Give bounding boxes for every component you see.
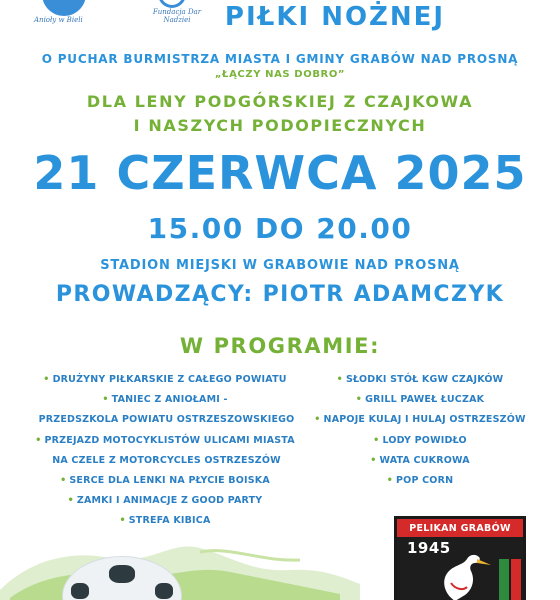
bullet-icon: • xyxy=(43,374,50,385)
fundacja-logo-caption: Fundacja Dar Nadziei xyxy=(152,8,202,24)
program-item-text: PRZEJAZD MOTOCYKLISTÓW ULICAMI MIASTA xyxy=(44,434,295,446)
crest-title: PELIKAN GRABÓW xyxy=(409,523,511,534)
list-item xyxy=(20,390,310,410)
program-item-text: POP CORN xyxy=(396,474,454,486)
list-item xyxy=(20,451,310,471)
aniolki-logo-caption: Anioły w Bieli xyxy=(34,16,83,24)
list-item xyxy=(20,471,310,491)
list-item xyxy=(300,451,540,471)
poster-headline: PIŁKI NOŻNEJ xyxy=(224,2,446,32)
program-item-text: SŁODKI STÓŁ KGW CZAJKÓW xyxy=(345,374,504,385)
program-item-text: TANIEC Z ANIOŁAMI - xyxy=(111,394,228,406)
bullet-icon: • xyxy=(35,434,42,446)
crest-year: 1945 xyxy=(407,539,451,557)
bullet-icon: • xyxy=(373,434,380,446)
list-item xyxy=(20,410,310,430)
bullet-icon: • xyxy=(370,454,377,466)
list-item xyxy=(20,491,310,511)
program-list-left xyxy=(20,370,310,532)
event-date: 21 CZERWCA 2025 xyxy=(33,146,527,200)
bullet-icon: • xyxy=(314,414,321,426)
crest-green-stripe xyxy=(499,559,509,600)
crest-red-stripe xyxy=(511,559,521,600)
program-list-right xyxy=(300,370,540,491)
event-venue: STADION MIEJSKI W GRABOWIE NAD PROSNĄ xyxy=(100,258,460,273)
list-item xyxy=(300,390,540,410)
list-item xyxy=(20,431,310,451)
program-item-text: STREFA KIBICA xyxy=(128,515,211,527)
program-item-text: LODY POWIDŁO xyxy=(382,434,467,446)
list-item xyxy=(20,370,310,390)
dedication-line-1: DLA LENY PODGÓRSKIEJ Z CZAJKOWA xyxy=(86,92,474,111)
program-item-text: SERCE DLA LENKI NA PŁYCIE BOISKA xyxy=(69,474,270,486)
bullet-icon: • xyxy=(386,474,394,486)
program-item-text: DRUŻYNY PIŁKARSKIE Z CAŁEGO POWIATU xyxy=(52,374,287,385)
cup-line: O PUCHAR BURMISTRZA MIASTA I GMINY GRABÓW NAD PROSNĄ xyxy=(41,52,519,66)
list-item xyxy=(300,370,540,390)
bullet-icon: • xyxy=(119,515,126,527)
bullet-icon: • xyxy=(67,495,74,507)
list-item xyxy=(300,471,540,491)
event-host: PROWADZĄCY: PIOTR ADAMCZYK xyxy=(55,282,505,307)
program-item-text: PRZEDSZKOLA POWIATU OSTRZESZOWSKIEGO xyxy=(38,414,295,426)
pelican-icon xyxy=(433,549,493,600)
event-time: 15.00 DO 20.00 xyxy=(147,212,413,245)
program-item-text: GRILL PAWEŁ ŁUCZAK xyxy=(365,394,485,406)
pelikan-grabow-crest xyxy=(394,516,526,600)
bullet-icon: • xyxy=(355,394,363,406)
bullet-icon: • xyxy=(60,474,67,486)
program-item-text: NAPOJE KULAJ I HULAJ OSTRZESZÓW xyxy=(323,414,526,426)
bullet-icon: • xyxy=(336,374,343,385)
list-item xyxy=(300,431,540,451)
program-item-text: ZAMKI I ANIMACJE Z GOOD PARTY xyxy=(76,495,263,507)
slogan-line: „ŁĄCZY NAS DOBRO” xyxy=(214,69,346,80)
list-item xyxy=(300,410,540,430)
program-title: W PROGRAMIE: xyxy=(179,334,381,358)
bullet-icon: • xyxy=(102,394,109,406)
program-item-text: NA CZELE Z MOTORCYCLES OSTRZESZÓW xyxy=(52,454,281,466)
program-item-text: WATA CUKROWA xyxy=(379,454,470,466)
dedication-line-2: I NASZYCH PODOPIECZNYCH xyxy=(133,116,427,135)
